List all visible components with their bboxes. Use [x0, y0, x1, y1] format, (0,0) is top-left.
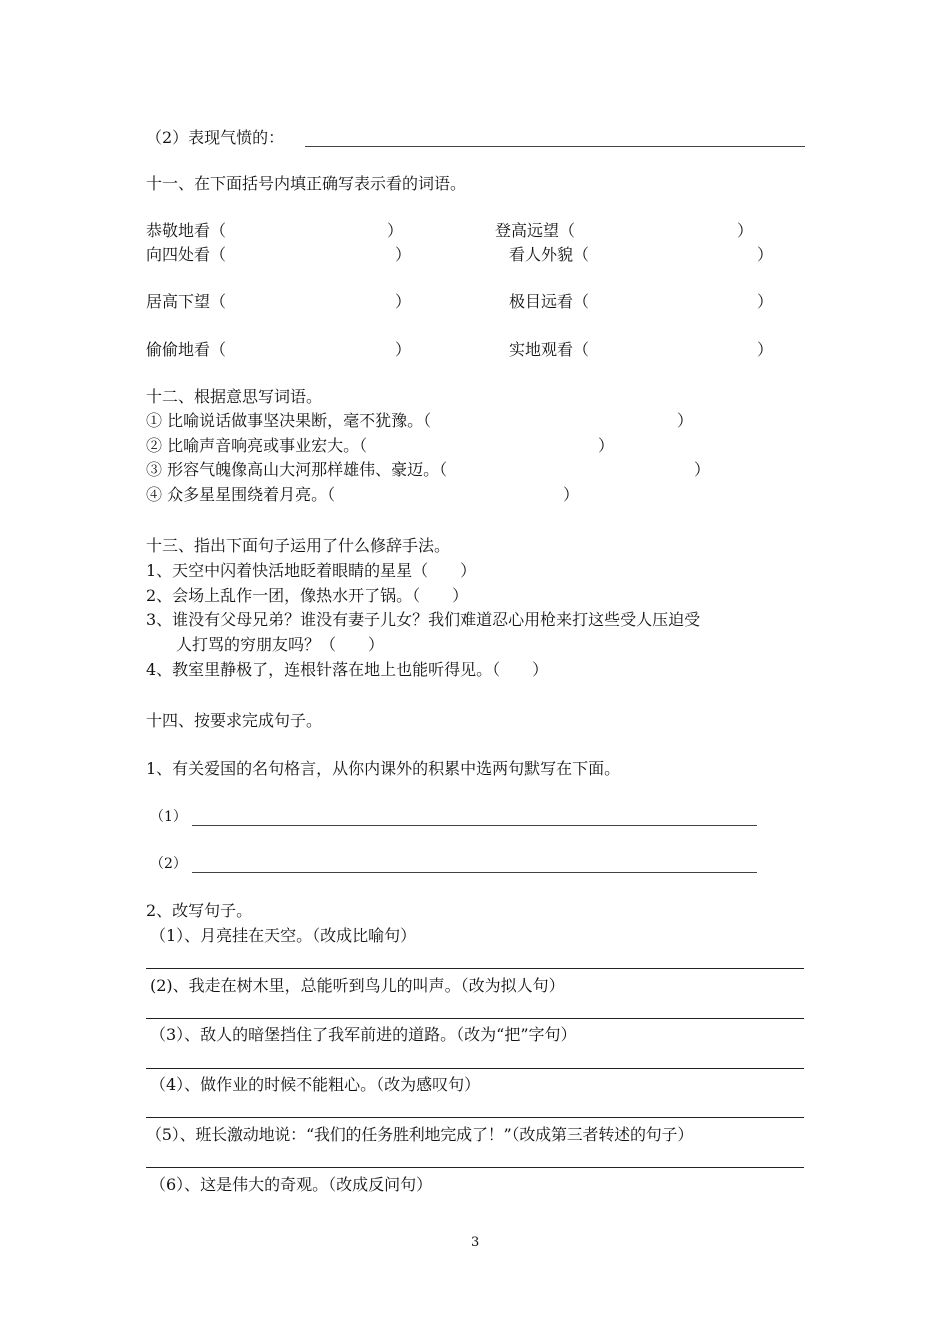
s11-row4-right: 实地观看（ [509, 340, 590, 359]
s11-row1-left: 恭敬地看（ [146, 221, 227, 240]
section-12-title: 十二、根据意思写词语。 [146, 387, 323, 406]
s14-q2-item-2: (2)、我走在树木里，总能听到鸟儿的叫声。（改为拟人句） [150, 976, 565, 995]
s13-item-1: 1、天空中闪着快活地眨着眼睛的星星（ ） [146, 561, 477, 580]
s14-q2-item-3: （3）、敌人的暗堡挡住了我军前进的道路。（改为“把”字句） [150, 1025, 577, 1044]
s11-row2-right: 看人外貌（ [509, 245, 590, 264]
page-number: 3 [471, 1235, 480, 1250]
section-11-title: 十一、在下面括号内填正确写表示看的词语。 [146, 174, 467, 193]
s11-row2-left-close: ） [395, 245, 412, 264]
s14-q2-item-6: （6）、这是伟大的奇观。（改成反问句） [150, 1175, 433, 1194]
s14-q2-item-5: （5）、班长激动地说：“我们的任务胜利地完成了！”（改成第三者转述的句子） [146, 1125, 694, 1144]
s11-row3-right: 极目远看（ [509, 292, 590, 311]
s11-row2-left: 向四处看（ [146, 245, 227, 264]
s12-item-1-close: ） [677, 411, 694, 430]
answer-line[interactable] [146, 1167, 804, 1168]
s12-item-4: ④ 众多星星围绕着月亮。（ [146, 485, 336, 504]
s13-item-2: 2、会场上乱作一团，像热水开了锅。（ ） [146, 586, 469, 605]
s11-row3-left-close: ） [395, 292, 412, 311]
s14-q2-item-4: （4）、做作业的时候不能粗心。（改为感叹句） [150, 1075, 481, 1094]
s11-row4-left: 偷偷地看（ [146, 340, 227, 359]
s14-q2-prompt: 2、改写句子。 [146, 901, 253, 920]
s13-item-3: 3、谁没有父母兄弟？谁没有妻子儿女？我们难道忍心用枪来打这些受人压迫受 [146, 610, 701, 629]
s14-q1-prompt: 1、有关爱国的名句格言，从你内课外的积累中选两句默写在下面。 [146, 759, 621, 778]
prev-item-label: （2）表现气愤的： [146, 128, 285, 147]
s12-item-4-close: ） [563, 485, 580, 504]
s11-row3-left: 居高下望（ [146, 292, 227, 311]
s11-row2-right-close: ） [757, 245, 774, 264]
s13-item-3-cont: 人打骂的穷朋友吗？（ ） [176, 635, 385, 654]
answer-line[interactable] [192, 872, 757, 873]
s11-row1-right-close: ） [737, 221, 754, 240]
s12-item-2: ② 比喻声音响亮或事业宏大。（ [146, 436, 368, 455]
answer-line[interactable] [146, 968, 804, 969]
s11-row4-left-close: ） [395, 340, 412, 359]
s13-item-4: 4、教室里静极了，连根针落在地上也能听得见。（ ） [146, 660, 549, 679]
s11-row1-right: 登高远望（ [495, 221, 576, 240]
answer-line[interactable] [146, 1117, 804, 1118]
answer-line[interactable] [146, 1018, 804, 1019]
s12-item-3-close: ） [694, 460, 711, 479]
section-14-title: 十四、按要求完成句子。 [146, 711, 323, 730]
s14-q2-item-1: （1）、月亮挂在天空。（改成比喻句） [150, 926, 417, 945]
s12-item-2-close: ） [598, 436, 615, 455]
s11-row4-right-close: ） [757, 340, 774, 359]
s14-q1-blank-2-label: （2） [150, 856, 187, 872]
answer-line[interactable] [305, 146, 805, 147]
s14-q1-blank-1-label: （1） [150, 809, 187, 825]
answer-line[interactable] [192, 825, 757, 826]
s12-item-3: ③ 形容气魄像高山大河那样雄伟、豪迈。（ [146, 460, 448, 479]
s11-row3-right-close: ） [757, 292, 774, 311]
answer-line[interactable] [146, 1068, 804, 1069]
s12-item-1: ① 比喻说话做事坚决果断，毫不犹豫。（ [146, 411, 432, 430]
s11-row1-left-close: ） [387, 221, 404, 240]
section-13-title: 十三、指出下面句子运用了什么修辞手法。 [146, 536, 451, 555]
